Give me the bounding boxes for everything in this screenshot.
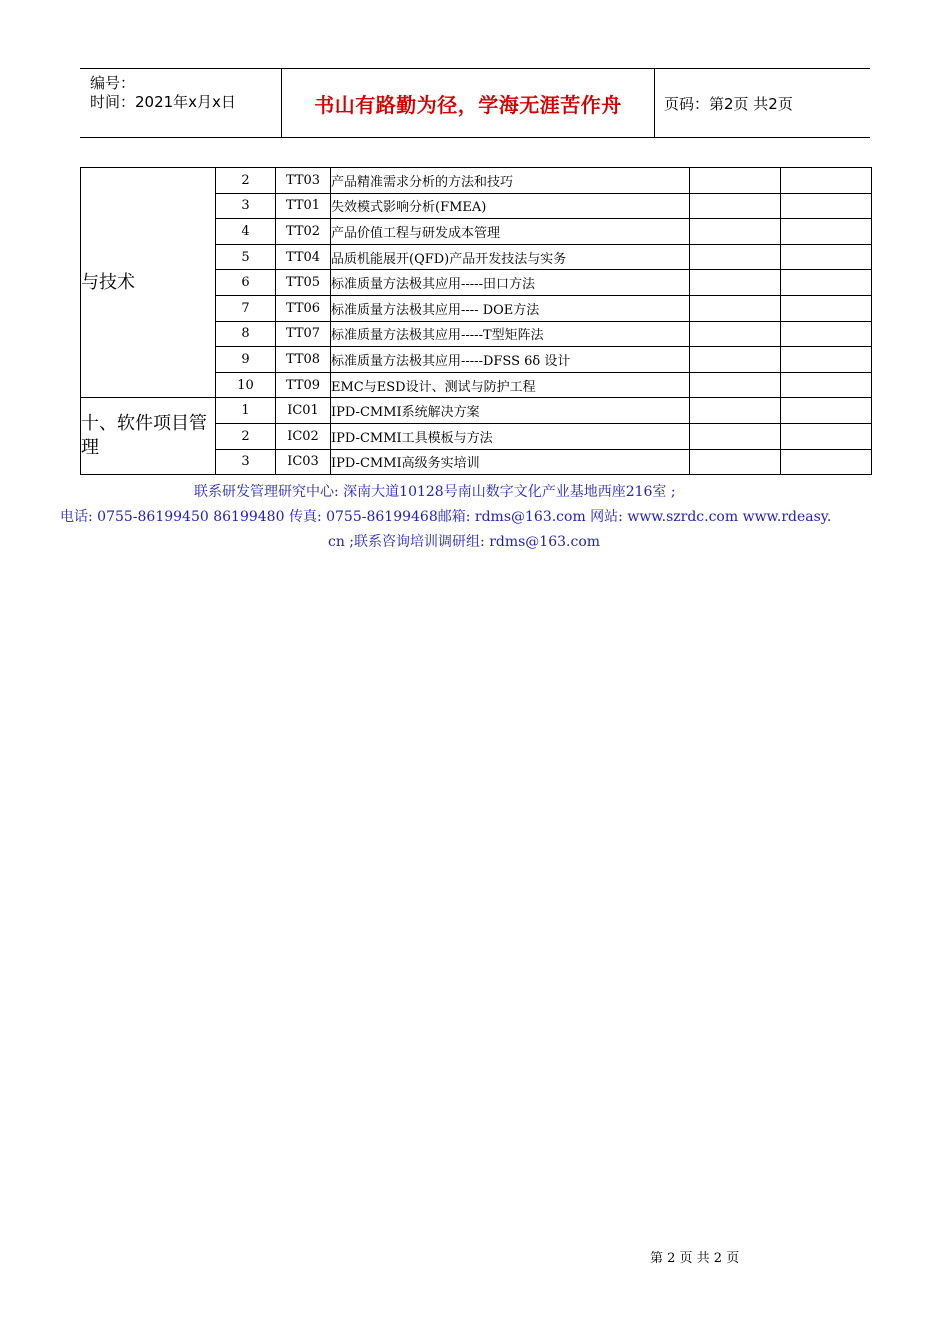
course-title-cell: 失效模式影响分析(FMEA)	[331, 193, 690, 219]
empty-cell	[781, 270, 872, 296]
course-code-cell: IC01	[276, 398, 331, 424]
header-info	[80, 69, 280, 137]
course-number-cell: 3	[216, 193, 276, 219]
contact-address: 联系研发管理研究中心: 深南大道10128号南山数字文化产业基地西座216室 ;	[194, 484, 676, 500]
course-code-cell: IC02	[276, 423, 331, 449]
course-code-cell: TT02	[276, 219, 331, 245]
course-number-cell: 7	[216, 295, 276, 321]
empty-cell	[690, 193, 781, 219]
course-code-cell: TT08	[276, 347, 331, 373]
course-number-cell: 9	[216, 347, 276, 373]
empty-cell	[690, 423, 781, 449]
table-row	[81, 398, 872, 424]
course-title-cell: EMC与ESD设计、测试与防护工程	[331, 372, 690, 398]
course-title-cell: 标准质量方法极其应用-----DFSS 6δ 设计	[331, 347, 690, 373]
course-number-cell: 4	[216, 219, 276, 245]
course-title-cell: IPD-CMMI高级务实培训	[331, 449, 690, 475]
empty-cell	[781, 321, 872, 347]
course-number-cell: 2	[216, 423, 276, 449]
course-code-cell: TT01	[276, 193, 331, 219]
category-cell: 十、软件项目管理	[81, 398, 216, 475]
table-row	[81, 168, 872, 194]
course-code-cell: TT07	[276, 321, 331, 347]
course-code-cell: TT03	[276, 168, 331, 194]
course-title-cell: IPD-CMMI工具模板与方法	[331, 423, 690, 449]
empty-cell	[690, 398, 781, 424]
empty-cell	[781, 423, 872, 449]
course-code-cell: TT09	[276, 372, 331, 398]
empty-cell	[781, 219, 872, 245]
empty-cell	[690, 321, 781, 347]
course-title-cell: 产品价值工程与研发成本管理	[331, 219, 690, 245]
course-table	[80, 167, 872, 475]
course-title-cell: 品质机能展开(QFD)产品开发技法与实务	[331, 244, 690, 270]
empty-cell	[690, 219, 781, 245]
header-divider	[654, 69, 655, 137]
empty-cell	[781, 398, 872, 424]
empty-cell	[690, 347, 781, 373]
empty-cell	[781, 168, 872, 194]
course-number-cell: 2	[216, 168, 276, 194]
empty-cell	[690, 244, 781, 270]
empty-cell	[690, 372, 781, 398]
course-title-cell: IPD-CMMI系统解决方案	[331, 398, 690, 424]
course-title-cell: 标准质量方法极其应用---- DOE方法	[331, 295, 690, 321]
course-title-cell: 产品精准需求分析的方法和技巧	[331, 168, 690, 194]
course-number-cell: 6	[216, 270, 276, 296]
contact-consult: cn ;联系咨询培训调研组: rdms@163.com	[328, 534, 601, 550]
course-title-cell: 标准质量方法极其应用-----T型矩阵法	[331, 321, 690, 347]
course-code-cell: TT05	[276, 270, 331, 296]
category-cell: 与技术	[81, 168, 216, 398]
empty-cell	[781, 347, 872, 373]
course-number-cell: 10	[216, 372, 276, 398]
page-footer: 第 2 页 共 2 页	[650, 1251, 740, 1266]
empty-cell	[781, 372, 872, 398]
course-code-cell: TT06	[276, 295, 331, 321]
empty-cell	[781, 295, 872, 321]
page-header	[80, 68, 870, 138]
empty-cell	[781, 244, 872, 270]
course-table-body	[81, 168, 872, 475]
course-number-cell: 8	[216, 321, 276, 347]
empty-cell	[690, 168, 781, 194]
course-number-cell: 3	[216, 449, 276, 475]
empty-cell	[690, 449, 781, 475]
number-label: 编号：	[90, 74, 136, 92]
course-code-cell: IC03	[276, 449, 331, 475]
course-number-cell: 1	[216, 398, 276, 424]
empty-cell	[690, 270, 781, 296]
header-page-label: 页码：第2页 共2页	[664, 95, 793, 113]
course-title-cell: 标准质量方法极其应用-----田口方法	[331, 270, 690, 296]
course-number-cell: 5	[216, 244, 276, 270]
date-label: 时间：2021年x月x日	[90, 93, 236, 111]
contact-phone-web: 电话: 0755-86199450 86199480 传真: 0755-86199468邮箱: rdms@163.com 网站: www.szrdc.com www.rdeasy.	[60, 509, 832, 525]
empty-cell	[781, 449, 872, 475]
course-code-cell: TT04	[276, 244, 331, 270]
empty-cell	[690, 295, 781, 321]
empty-cell	[781, 193, 872, 219]
header-motto: 书山有路勤为径，学海无涯苦作舟	[314, 92, 622, 117]
